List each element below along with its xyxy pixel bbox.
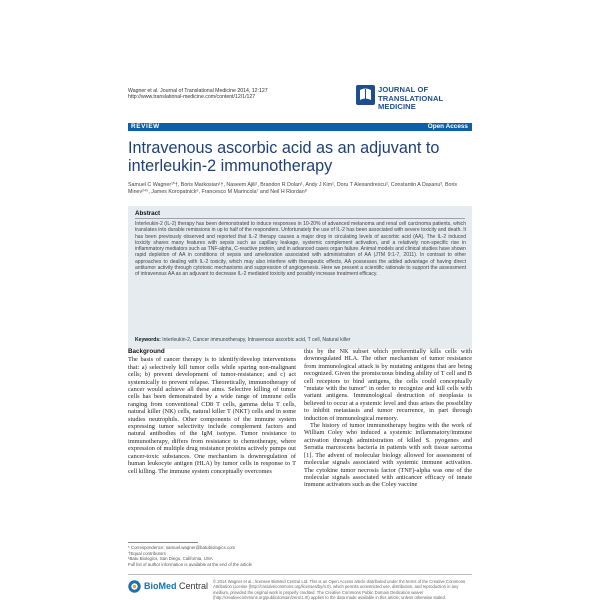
abstract-heading: Abstract — [135, 210, 161, 217]
full-list-note: Full list of author information is available at the end of the article — [128, 562, 252, 568]
publisher-name-rest: Central — [176, 581, 209, 591]
journal-logo-icon — [356, 85, 375, 105]
article-type-label: REVIEW — [131, 123, 160, 130]
keywords-label: Keywords: — [135, 337, 161, 343]
keywords-text: Interleukin-2, Cancer immunotherapy, Intravenous ascorbic acid, T cell, Natural killer — [162, 337, 351, 343]
footnotes — [128, 545, 296, 568]
journal-logo — [356, 84, 476, 112]
biomed-central-logo — [128, 579, 208, 595]
open-access-label: Open Access — [427, 123, 468, 130]
body-column-right — [304, 348, 472, 489]
keywords — [135, 337, 466, 343]
publisher-name-bold: BioMed — [144, 581, 177, 591]
body-column-left — [128, 348, 296, 475]
equal-contributors-note: †Equal contributors — [128, 550, 166, 556]
article-title: Intravenous ascorbic acid as an adjuvant to interleukin-2 immunotherapy — [128, 139, 440, 176]
citation-header — [128, 88, 268, 101]
body-paragraph: this by the NK subset which preferentially kills cells with downregulated HLA. The other mechanism of tumor resistance from immunological attack is by mutating antigens that are being recognized. Given the promiscuous binding ability of T cell and B cell receptors to bind antigens, the cells could conceptually "mutate with the tumor" in order to recognize and kill cells with variant antigens. Immunological destruction of neoplasia is believed to occur at a systemic level and thus arises the possibility to inhibit metastasis and tumor recurrence, in part through induction of immunological memory. — [304, 348, 472, 422]
abstract-box — [128, 206, 472, 349]
journal-name-line2: TRANSLATIONAL MEDICINE — [378, 93, 444, 112]
abstract-text: Interleukin-2 (IL-2) therapy has been demonstrated to induce responses in 10-20% of advanced melanoma and renal cell carcinoma patients, which translates into durable remissions in up to half of the responders. Unfortunately the use of IL-2 has been associated with severe toxicity and death. It has been previously observed and reported that IL-2 therapy causes a major drop in circulating levels of ascorbic acid (AA). The IL-2 induced toxicity shares many features with sepsis such as capillary leakage, systemic complement activation, and a relatively non-specific rise in inflammatory mediators such as TNF-alpha, C-reactive protein, and in advanced cases organ failure. Animal models and clinical studies have shown rapid depletion of AA in conditions of sepsis and amelioration associated with administration of AA (JTM 9:1-7, 2011). In contrast to other approaches to dealing with IL-2 toxicity, which may also interfere with therapeutic effects, AA possesses the added advantage of having direct antitumor activity through cytotoxic mechanisms and suppression of angiogenesis. Here we present a scientific rationale to support the assessment of intravenous AA as an adjuvant to decrease IL-2 mediated toxicity and possibly increase treatment efficacy. — [135, 221, 466, 278]
biomed-central-logo-icon — [128, 580, 141, 593]
footnote-divider — [128, 542, 198, 543]
journal-name-line1: JOURNAL OF — [378, 85, 429, 94]
correspondence-note[interactable]: * Correspondence: samuel.wagner@batubiologics.com — [128, 545, 236, 550]
citation-line: Wagner et al. Journal of Translational Medicine 2014, 12:127 — [128, 88, 268, 94]
affiliation-note: ¹Batu Biologics, San Diego, California, USA — [128, 556, 213, 562]
abstract-divider — [135, 218, 465, 219]
body-paragraph: The history of tumor immunotherapy begins with the work of William Coley who induced a systemic inflammatory/immune activation through administration of killed S. pyogenes and Serratia marcescens bacteria in patients with soft tissue sarcoma [1]. The advent of molecular biology allowed for assessment of molecular signals associated with systemic immune activation. The cytokine tumor necrosis factor (TNF)-alpha was one of the molecular signals associated with anticancer efficacy of innate immune activators such as the Coley vaccine — [304, 422, 472, 489]
url-line[interactable]: http://www.translational-medicine.com/content/12/1/127 — [128, 94, 256, 101]
license-text: © 2014 Wagner et al.; licensee BioMed Central Ltd. This is an Open Access article distributed under the terms of the Creative Commons Attribution License (http://creativecommons.org/licenses/by/4.0), which permits unrestricted use, distribution, and reproduction in any medium, provided the original work is properly credited. The Creative Commons Public Domain Dedication waiver (http://creativecommons.org/publicdomain/zero/1.0/) applies to the data made available in this article, unless otherwise stated. — [213, 579, 466, 600]
section-heading-background: Background — [128, 348, 165, 355]
author-list: Samuel C Wagner¹*†, Boris Markosian¹†, Naseem Ajili¹, Brandon R Dolan¹, Andy J Kim¹, Doru T Alexandrescu², Constantin A Dasanu³, Boris Minev²⁴⁵, James Koropatnick⁶, Francesco M Marincola⁷ and Neil H Riordan⁸ — [128, 182, 458, 196]
article-type-bar — [128, 123, 472, 131]
body-paragraph: The basis of cancer therapy is to identify/develop interventions that: a) selectively kill tumor cells while sparing non-malignant cells; b) prevent development of tumor-resistance; and c) act systemically to prevent relapse. Theoretically, immunotherapy of cancer would achieve all these aims. Selective killing of tumor cells has been demonstrated by a wide range of immune cells ranging from conventional CD8 T cells, gamma delta T cells, natural killer (NK) cells, natural killer T (NKT) cells and in some studies neutrophils. Other components of the immune system expressing tumor selectivity include complement factors and natural antibodies of the IgM isotype. Tumor resistance to immunotherapy, differs from resistance to chemotherapy, where expression of multiple drug resistance proteins actively pumps out cancer-toxic substances. One mechanism is downregulation of human leukocyte antigen (HLA) by tumor cells in response to T cell killing. The immune system conceptually overcomes — [128, 356, 296, 475]
footer-divider — [128, 574, 472, 575]
